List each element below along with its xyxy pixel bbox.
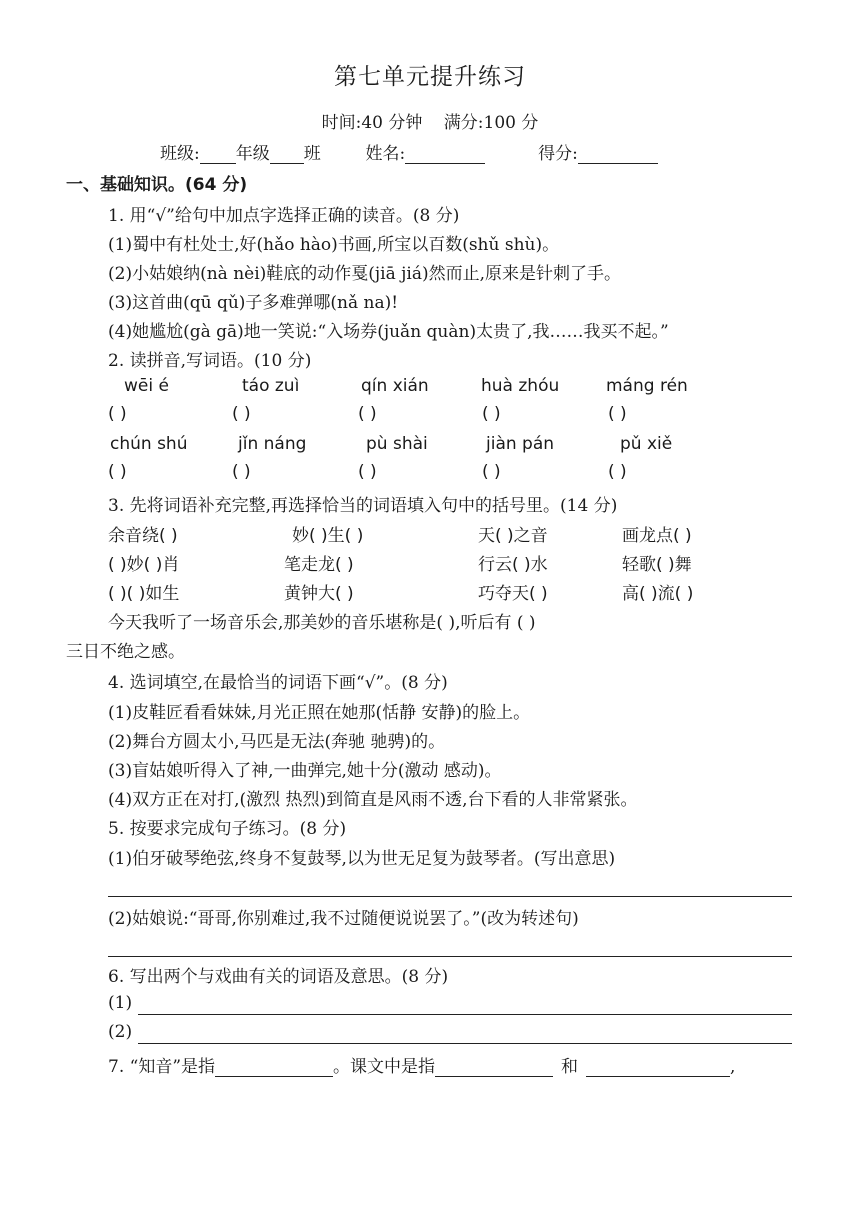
answer-line[interactable] [108, 956, 792, 957]
q7-line [108, 1052, 735, 1077]
section-basic-knowledge: 一、基础知识。(64 分) [66, 175, 248, 195]
q7-blank-2[interactable] [435, 1058, 553, 1077]
q4-item-1: (1)皮鞋匠看看妹妹,月光正照在她那(恬静 安静)的脸上。 [108, 703, 531, 723]
q6-title: 6. 写出两个与戏曲有关的词语及意思。(8 分) [108, 967, 449, 987]
q7-part-a: 7. “知音”是指 [108, 1057, 216, 1077]
idiom[interactable]: 天( )之音 [478, 526, 548, 546]
idiom[interactable]: 黄钟大( ) [284, 584, 354, 604]
idiom[interactable]: 巧夺天( ) [478, 584, 548, 604]
answer-paren[interactable]: ( ) [608, 404, 627, 424]
page-title: 第七单元提升练习 [334, 64, 526, 90]
pinyin: huà zhóu [481, 376, 560, 396]
idiom[interactable]: 轻歌( )舞 [622, 555, 692, 575]
q4-item-4: (4)双方正在对打,(激烈 热烈)到简直是风雨不透,台下看的人非常紧张。 [108, 790, 638, 810]
answer-paren[interactable]: ( ) [108, 462, 127, 482]
q5-title: 5. 按要求完成句子练习。(8 分) [108, 819, 347, 839]
q1-item-3: (3)这首曲(qū qǔ)子多难弹哪(nǎ na)! [108, 293, 399, 313]
answer-paren[interactable]: ( ) [482, 462, 501, 482]
score-blank[interactable] [578, 145, 658, 164]
pinyin: jǐn náng [238, 434, 307, 454]
student-info-line [160, 139, 658, 164]
q4-title: 4. 选词填空,在最恰当的词语下画“√”。(8 分) [108, 673, 448, 693]
q1-item-4: (4)她尴尬(gà gā)地一笑说:“入场券(juǎn quàn)太贵了,我……我买不起。” [108, 322, 669, 342]
pinyin: wēi é [124, 376, 169, 396]
idiom[interactable]: 高( )流( ) [622, 584, 694, 604]
q6-item-2: (2) [108, 1022, 133, 1042]
pinyin: qín xián [361, 376, 429, 396]
score-label: 得分: [538, 144, 578, 164]
idiom[interactable]: 笔走龙( ) [284, 555, 354, 575]
pinyin: táo zuì [242, 376, 300, 396]
full-score: 满分:100 分 [443, 113, 539, 133]
q4-item-3: (3)盲姑娘听得入了神,一曲弹完,她十分(激动 感动)。 [108, 761, 502, 781]
q3-title: 3. 先将词语补充完整,再选择恰当的词语填入句中的括号里。(14 分) [108, 496, 618, 516]
pinyin: pù shài [366, 434, 428, 454]
answer-paren[interactable]: ( ) [358, 462, 377, 482]
q1-item-1: (1)蜀中有杜处士,好(hǎo hào)书画,所宝以百数(shǔ shù)。 [108, 235, 560, 255]
answer-paren[interactable]: ( ) [608, 462, 627, 482]
class-blank[interactable] [200, 145, 236, 164]
q1-item-2: (2)小姑娘纳(nà nèi)鞋底的动作戛(jiā jiá)然而止,原来是针刺了手。 [108, 264, 622, 284]
answer-paren[interactable]: ( ) [358, 404, 377, 424]
ban-label: 班 [303, 144, 321, 164]
idiom[interactable]: ( )( )如生 [108, 584, 180, 604]
idiom[interactable]: 余音绕( ) [108, 526, 178, 546]
answer-line[interactable] [108, 896, 792, 897]
q7-blank-3[interactable] [586, 1058, 730, 1077]
name-blank[interactable] [405, 145, 485, 164]
idiom[interactable]: 画龙点( ) [622, 526, 692, 546]
pinyin: pǔ xiě [620, 434, 673, 454]
q1-title: 1. 用“√”给句中加点字选择正确的读音。(8 分) [108, 206, 460, 226]
answer-paren[interactable]: ( ) [232, 462, 251, 482]
q2-title: 2. 读拼音,写词语。(10 分) [108, 351, 312, 371]
q3-sentence-cont: 三日不绝之感。 [66, 642, 185, 662]
answer-paren[interactable]: ( ) [108, 404, 127, 424]
name-label: 姓名: [365, 144, 406, 164]
answer-line[interactable] [138, 1043, 792, 1044]
pinyin: chún shú [110, 434, 188, 454]
answer-paren[interactable]: ( ) [232, 404, 251, 424]
ban-blank[interactable] [270, 145, 304, 164]
idiom[interactable]: ( )妙( )肖 [108, 555, 180, 575]
q4-item-2: (2)舞台方圆太小,马匹是无法(奔驰 驰骋)的。 [108, 732, 446, 752]
q3-sentence: 今天我听了一场音乐会,那美妙的音乐堪称是( ),听后有 ( ) [108, 613, 536, 633]
idiom[interactable]: 行云( )水 [478, 555, 548, 575]
q5-item-1: (1)伯牙破琴绝弦,终身不复鼓琴,以为世无足复为鼓琴者。(写出意思) [108, 849, 616, 869]
grade-label: 年级 [235, 144, 270, 164]
q6-item-1: (1) [108, 993, 133, 1013]
time-limit: 时间:40 分钟 [321, 113, 423, 133]
q7-part-d: , [730, 1057, 736, 1077]
pinyin: jiàn pán [486, 434, 555, 454]
q7-blank-1[interactable] [215, 1058, 333, 1077]
q7-part-b: 。课文中是指 [333, 1057, 436, 1077]
answer-paren[interactable]: ( ) [482, 404, 501, 424]
exam-meta [0, 108, 860, 133]
q7-part-c: 和 [561, 1057, 579, 1077]
idiom[interactable]: 妙( )生( ) [292, 526, 364, 546]
class-label: 班级: [160, 144, 200, 164]
q5-item-2: (2)姑娘说:“哥哥,你别难过,我不过随便说说罢了。”(改为转述句) [108, 909, 579, 929]
answer-line[interactable] [138, 1014, 792, 1015]
pinyin: máng rén [606, 376, 688, 396]
